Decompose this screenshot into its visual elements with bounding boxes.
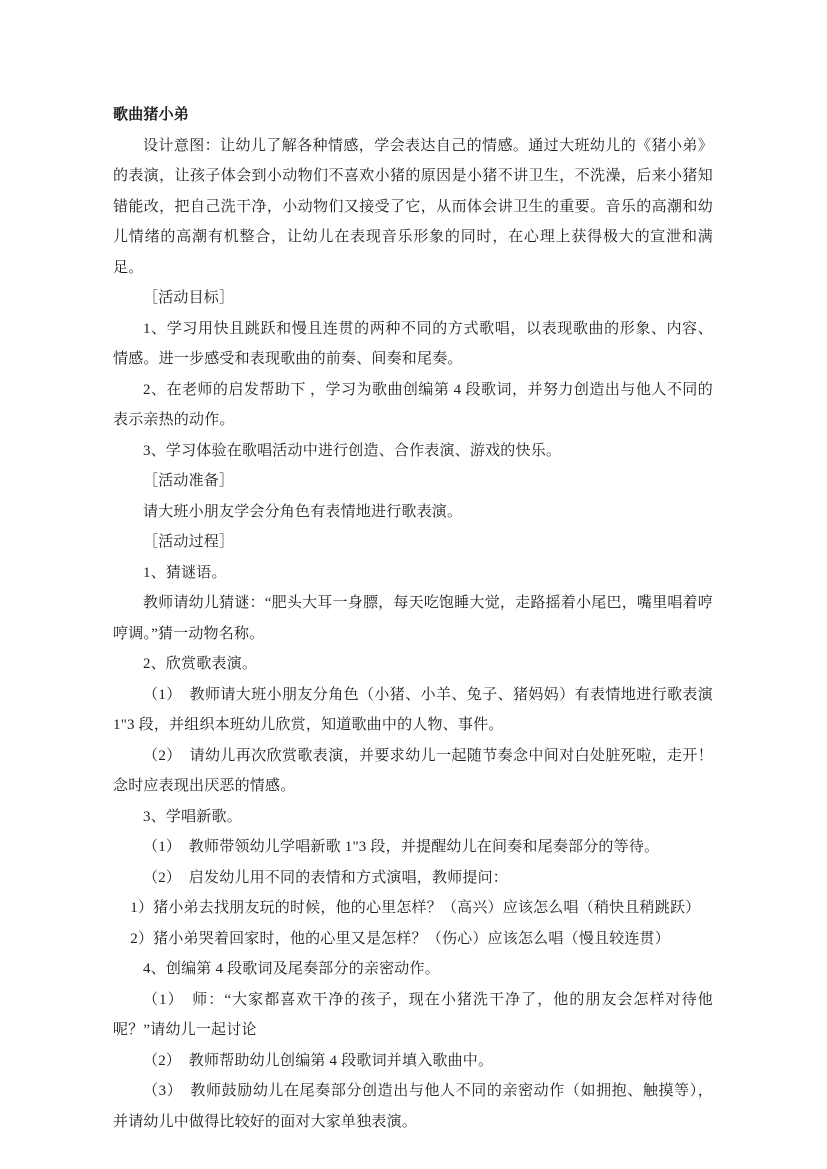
paragraph-goal-3: 3、学习体验在歌唱活动中进行创造、合作表演、游戏的快乐。 xyxy=(143,442,562,459)
paragraph-step-2-item-1: （1） 教师请大班小朋友分角色（小猪、小羊、兔子、猪妈妈）有表情地进行歌表演 1"3 段，并组织本班幼儿欣赏，知道歌曲中的人物、事件。 xyxy=(113,686,713,733)
paragraph-preparation: 请大班小朋友学会分角色有表情地进行歌表演。 xyxy=(143,503,463,520)
section-heading-process: ［活动过程］ xyxy=(143,534,235,550)
paragraph-question-1: 1）猪小弟去找朋友玩的时候，他的心里怎样？（高兴）应该怎么唱（稍快且稍跳跃） xyxy=(130,900,701,916)
section-heading-preparation: ［活动准备］ xyxy=(143,473,235,489)
paragraph-step-2-title: 2、欣赏歌表演。 xyxy=(143,656,258,672)
document-body xyxy=(113,100,713,1137)
paragraph-step-2-item-2: （2） 请幼儿再次欣赏歌表演，并要求幼儿一起随节奏念中间对白处脏死啦，走开！念时应表现出厌恶的情感。 xyxy=(113,747,713,794)
paragraph-question-2: 2）猪小弟哭着回家时，他的心里又是怎样？（伤心）应该怎么唱（慢且较连贯） xyxy=(130,930,670,947)
paragraph-step-3-item-1: （1） 教师带领幼儿学唱新歌 1"3 段，并提醒幼儿在间奏和尾奏部分的等待。 xyxy=(143,839,660,855)
paragraph-step-4-item-2: （2） 教师帮助幼儿创编第 4 段歌词并填入歌曲中。 xyxy=(143,1052,494,1069)
paragraph-step-3-title: 3、学唱新歌。 xyxy=(143,808,242,825)
paragraph-goal-2: 2、在老师的启发帮助下 ，学习为歌曲创编第 4 段歌词，并努力创造出与他人不同的表示亲热的动作。 xyxy=(113,381,713,428)
paragraph-goal-1: 1、学习用快且跳跃和慢且连贯的两种不同的方式歌唱，以表现歌曲的形象、内容、情感。进一步感受和表现歌曲的前奏、间奏和尾奏。 xyxy=(113,320,713,367)
section-heading-goals: ［活动目标］ xyxy=(143,290,235,306)
paragraph-step-3-item-2: （2） 启发幼儿用不同的表情和方式演唱，教师提问： xyxy=(143,869,509,886)
document-title: 歌曲猪小弟 xyxy=(113,107,190,123)
paragraph-step-1-title: 1、猜谜语。 xyxy=(143,564,227,581)
paragraph-step-4-item-1: （1） 师：“大家都喜欢干净的孩子，现在小猪洗干净了，他的朋友会怎样对待他呢？”请幼儿一起讨论 xyxy=(113,991,713,1038)
paragraph-step-4-title: 4、创编第 4 段歌词及尾奏部分的亲密动作。 xyxy=(143,961,440,977)
paragraph-design-intent: 设计意图：让幼儿了解各种情感，学会表达自己的情感。通过大班幼儿的《猪小弟》的表演，让孩子体会到小动物们不喜欢小猪的原因是小猪不讲卫生，不洗澡，后来小猪知错能改，把自己洗干净，小动物们又接受了它，从而体会讲卫生的重要。音乐的高潮和幼儿情绪的高潮有机整合，让幼儿在表现音乐形象的同时，在心理上获得极大的宣泄和满足。 xyxy=(113,137,713,276)
paragraph-step-1-riddle: 教师请幼儿猜谜：“肥头大耳一身膘，每天吃饱睡大觉，走路摇着小尾巴，嘴里唱着哼哼调。”猜一动物名称。 xyxy=(113,595,713,642)
paragraph-step-4-item-3: （3） 教师鼓励幼儿在尾奏部分创造出与他人不同的亲密动作（如拥抱、触摸等），并请幼儿中做得比较好的面对大家单独表演。 xyxy=(113,1083,713,1130)
